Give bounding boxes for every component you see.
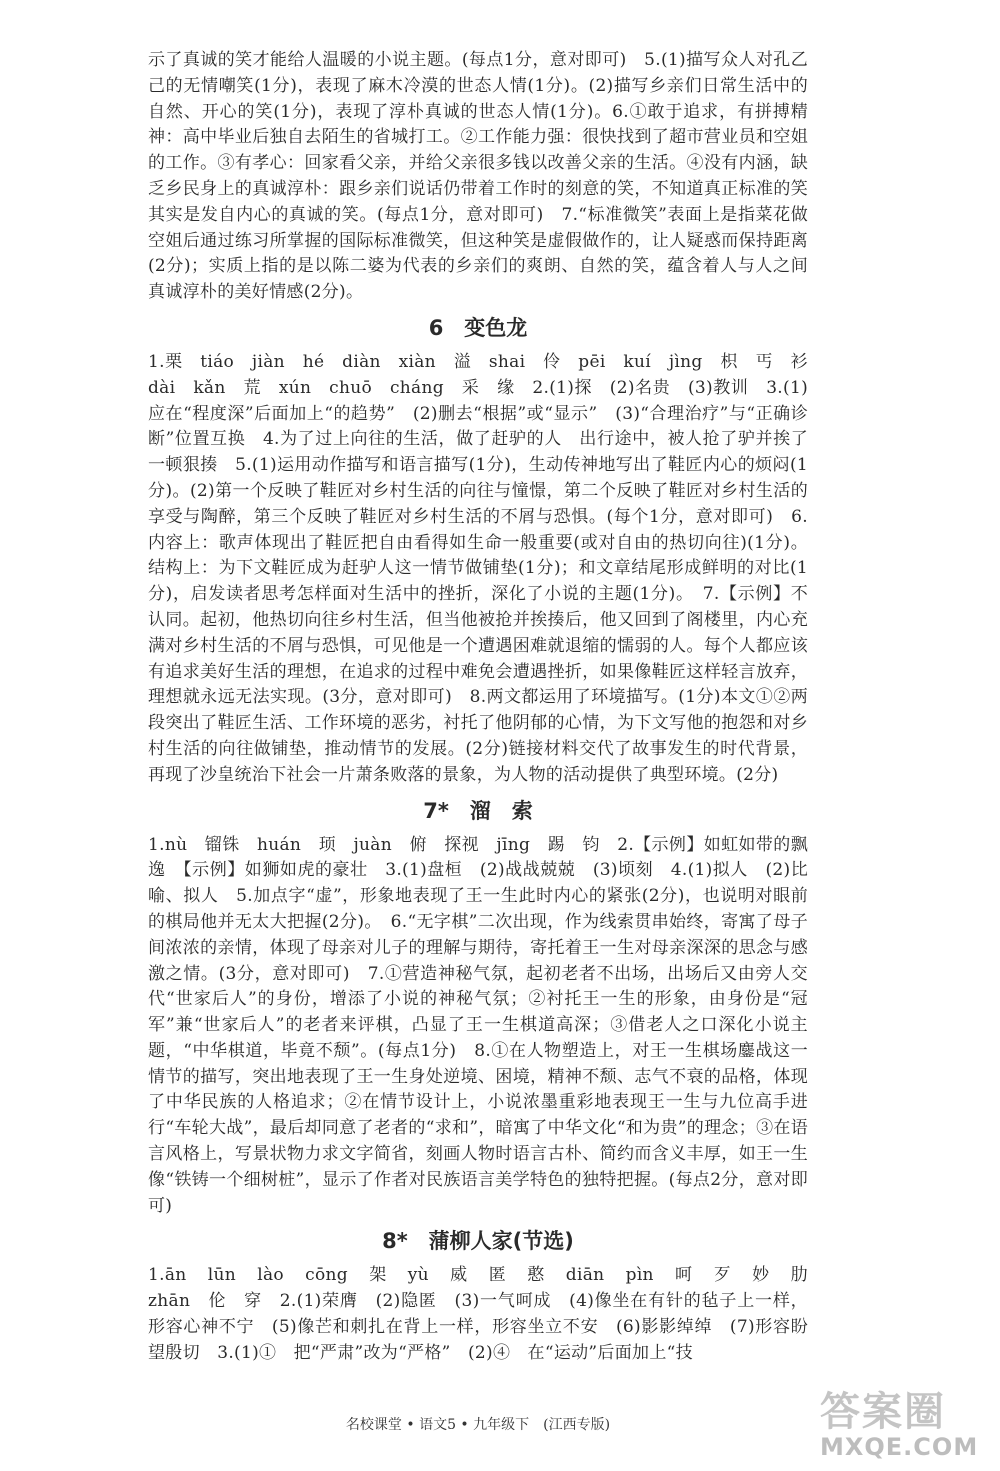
answer-block-7: 1.nù 镏铢 huán 顼 juàn 俯 探视 jīng 踢 钧 2.【示例】如虹如带的飘逸 【示例】如狮如虎的豪壮 3.(1)盘桓 (2)战战兢兢 (3)顷刻 4.(1)拟人 (2)比喻、拟人 5.加点字“虚”，形象地表现了王一生此时内心的紧张(2分)，也说明对眼前的棋局他并无太大把握(2分)。 6.“无字棋”二次出现，作为线索贯串始终，寄寓了母子间浓浓的亲情，体现了母亲对儿子的理解与期待，寄托着王一生对母亲深深的思念与感激之情。(3分，意对即可) 7.①营造神秘气氛，起初老者不出场，出场后又由旁人交代“世家后人”的身份，增添了小说的神秘气氛；②衬托王一生的形象，由身份是“冠军”兼“世家后人”的老者来评棋，凸显了王一生棋道高深；③借老人之口深化小说主题，“中华棋道，毕竟不颓”。(每点1分) 8.①在人物塑造上，对王一生棋场鏖战这一情节的描写，突出地表现了王一生身处逆境、困境，精神不颓、志气不衰的品格，体现了中华民族的人格追求；②在情节设计上，小说浓墨重彩地表现王一生与九位高手进行“车轮大战”，最后却同意了老者的“求和”，暗寓了中华文化“和为贵”的理念；③在语言风格上，写景状物力求文字简省，刻画人物时语言古朴、简约而含义丰厚，如王一生像“铁铸一个细树桩”，显示了作者对民族语言美学特色的独特把握。(每点2分，意对即可) [148, 834, 808, 1216]
watermark-logo-text: 答案圈 [820, 1389, 946, 1435]
answer-block-6: 1.栗 tiáo jiàn hé diàn xiàn 溢 shai 伶 pēi kuí jìng 枳 丐 衫 dài kǎn 荒 xún chuō cháng 采 缘 2.(1)探 (2)名贵 (3)教训 3.(1)应在“程度深”后面加上“的趋势” (2)删去“根据”或“显示” (3)“合理治疗”与“正确诊断”位置互换 4.为了过上向往的生活，做了赶驴的人 出行途中，被人抢了驴并挨了一顿狠揍 5.(1)运用动作描写和语言描写(1分)，生动传神地写出了鞋匠内心的烦闷(1分)。(2)第一个反映了鞋匠对乡村生活的向往与憧憬，第二个反映了鞋匠对乡村生活的享受与陶醉，第三个反映了鞋匠对乡村生活的不屑与恐惧。(每个1分，意对即可) 6.内容上：歌声体现出了鞋匠把自由看得如生命一般重要(或对自由的热切向往)(1分)。结构上：为下文鞋匠成为赶驴人这一情节做铺垫(1分)；和文章结尾形成鲜明的对比(1分)，启发读者思考怎样面对生活中的挫折，深化了小说的主题(1分)。 7.【示例】不认同。起初，他热切向往乡村生活，但当他被抢并挨揍后，他又回到了阁楼里，内心充满对乡村生活的不屑与恐惧，可见他是一个遭遇困难就退缩的懦弱的人。每个人都应该有追求美好生活的理想，在追求的过程中难免会遭遇挫折，如果像鞋匠这样轻言放弃，理想就永远无法实现。(3分，意对即可) 8.两文都运用了环境描写。(1分)本文①②两段突出了鞋匠生活、工作环境的恶劣，衬托了他阴郁的心情，为下文写他的抱怨和对乡村生活的向往做铺垫，推动情节的发展。(2分)链接材料交代了故事发生的时代背景，再现了沙皇统治下社会一片萧条败落的景象，为人物的活动提供了典型环境。(2分) [148, 351, 826, 785]
site-watermark [820, 1390, 990, 1465]
page-footer: 名校课堂 • 语文5 • 九年级下 (江西专版) [345, 1417, 611, 1433]
section-heading-8: 8* 蒲柳人家(节选) [382, 1229, 574, 1254]
section-heading-6: 6 变色龙 [428, 315, 528, 340]
watermark-url: MXQE.COM [820, 1433, 979, 1461]
answer-block-8: 1.ān lūn lào cōng 架 yù 威 匿 憨 diān pìn 呵 歹 妙 肋 zhān 伦 穿 2.(1)荣膺 (2)隐匿 (3)一气呵成 (4)像坐在有针的毡子上一样，形容心神不宁 (5)像芒和刺扎在背上一样，形容坐立不安 (6)影影绰绰 (7)形容盼望殷切 3.(1)① 把“严肃”改为“严格” (2)④ 在“运动”后面加上“技 [148, 1265, 826, 1363]
answer-page [148, 0, 826, 1367]
answer-block-5: 示了真诚的笑才能给人温暖的小说主题。(每点1分，意对即可) 5.(1)描写众人对孔乙己的无情嘲笑(1分)，表现了麻木冷漠的世态人情(1分)。(2)描写乡亲们日常生活中的自然、开心的笑(1分)，表现了淳朴真诚的世态人情(1分)。6.①敢于追求，有拼搏精神：高中毕业后独自去陌生的省城打工。②工作能力强：很快找到了超市营业员和空姐的工作。③有孝心：回家看父亲，并给父亲很多钱以改善父亲的生活。④没有内涵，缺乏乡民身上的真诚淳朴：跟乡亲们说话仍带着工作时的刻意的笑，不知道真正标准的笑其实是发自内心的真诚的笑。(每点1分，意对即可) 7.“标准微笑”表面上是指菜花做空姐后通过练习所掌握的国际标准微笑，但这种笑是虚假做作的，让人疑惑而保持距离(2分)；实质上指的是以陈二婆为代表的乡亲们的爽朗、自然的笑，蕴含着人与人之间真诚淳朴的美好情感(2分)。 [148, 50, 808, 303]
section-heading-7: 7* 溜 索 [423, 798, 533, 823]
